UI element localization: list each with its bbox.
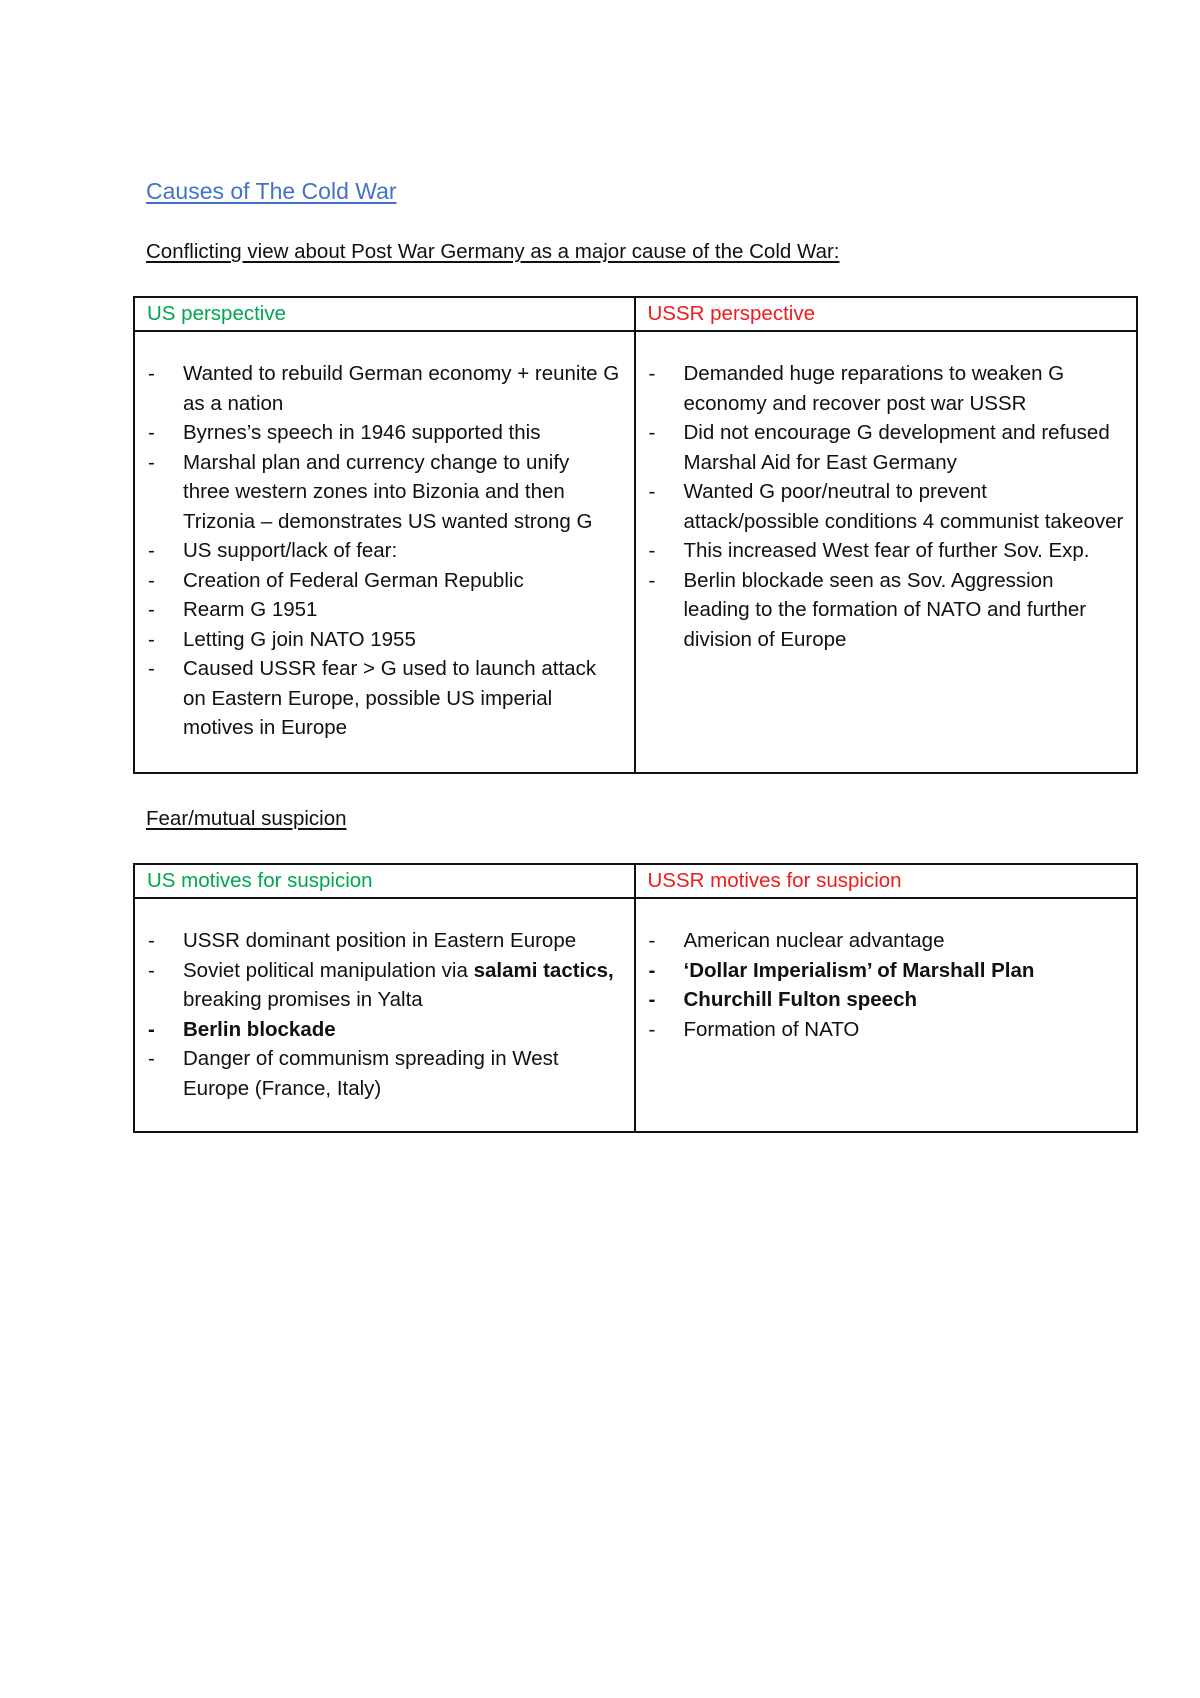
table-body-row — [135, 332, 1136, 772]
list-item: - Marshal plan and currency change to unify three western zones into Bizonia and then Trizonia – demonstrates US wanted strong G — [147, 448, 622, 537]
ussr-perspective-header: USSR perspective — [647, 302, 815, 325]
list-item: - Letting G join NATO 1955 — [147, 625, 622, 655]
list-item: - Creation of Federal German Republic — [147, 566, 622, 596]
document-title: Causes of The Cold War — [146, 178, 397, 204]
list-item-text: Soviet political manipulation via — [183, 958, 474, 982]
section-heading-suspicion: Fear/mutual suspicion — [146, 807, 347, 830]
table-header-row — [135, 298, 1136, 332]
us-perspective-cell — [135, 332, 636, 772]
ussr-perspective-cell — [636, 332, 1137, 772]
us-perspective-list — [147, 359, 622, 743]
ussr-motives-header: USSR motives for suspicion — [647, 869, 902, 892]
us-motives-cell — [135, 899, 636, 1131]
table-body-row — [135, 899, 1136, 1131]
list-item-text: breaking promises in Yalta — [183, 988, 423, 1011]
list-item: - Caused USSR fear > G used to launch attack on Eastern Europe, possible US imperial motives in Europe — [147, 654, 622, 743]
list-item: - Demanded huge reparations to weaken G economy and recover post war USSR — [648, 359, 1125, 418]
list-item: - Berlin blockade — [147, 1015, 622, 1045]
list-item: - Berlin blockade seen as Sov. Aggression leading to the formation of NATO and further division of Europe — [648, 566, 1125, 655]
list-item: - American nuclear advantage — [648, 926, 1125, 956]
list-item: - Wanted to rebuild German economy + reunite G as a nation — [147, 359, 622, 418]
list-item: - Wanted G poor/neutral to prevent attack/possible conditions 4 communist takeover — [648, 477, 1125, 536]
ussr-motives-cell — [636, 899, 1137, 1131]
list-item: - Rearm G 1951 — [147, 595, 622, 625]
list-item: - Did not encourage G development and refused Marshal Aid for East Germany — [648, 418, 1125, 477]
list-item: - Danger of communism spreading in West Europe (France, Italy) — [147, 1044, 622, 1103]
list-item: - USSR dominant position in Eastern Europe — [147, 926, 622, 956]
list-item: - Formation of NATO — [648, 1015, 1125, 1045]
list-item: - Churchill Fulton speech — [648, 985, 1125, 1015]
ussr-motives-list — [648, 926, 1125, 1044]
germany-perspectives-table — [133, 296, 1138, 774]
list-item: - This increased West fear of further Sov. Exp. — [648, 536, 1125, 566]
list-item: - US support/lack of fear: — [147, 536, 622, 566]
suspicion-motives-table — [133, 863, 1138, 1133]
list-item: - ‘Dollar Imperialism’ of Marshall Plan — [648, 956, 1125, 986]
us-motives-header: US motives for suspicion — [135, 865, 636, 897]
us-perspective-header: US perspective — [135, 298, 636, 330]
section-heading-germany: Conflicting view about Post War Germany as a major cause of the Cold War: — [146, 240, 840, 263]
us-motives-list — [147, 926, 622, 1103]
table-header-row — [135, 865, 1136, 899]
ussr-perspective-list — [648, 359, 1125, 654]
list-item-bold-text: salami tactics, — [473, 958, 614, 982]
list-item — [147, 956, 622, 1015]
list-item: - Byrnes’s speech in 1946 supported this — [147, 418, 622, 448]
